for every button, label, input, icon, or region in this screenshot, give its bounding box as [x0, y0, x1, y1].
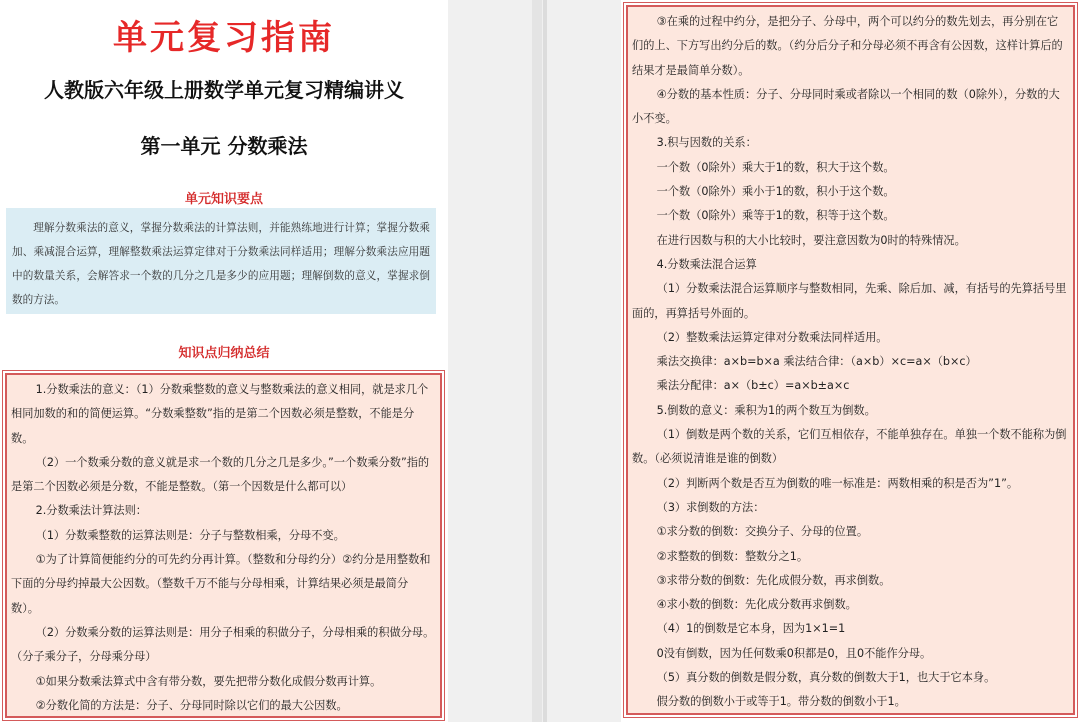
subtitle: 人教版六年级上册数学单元复习精编讲义	[44, 78, 404, 102]
paragraph: 一个数（0除外）乘大于1的数，积大于这个数。	[656, 160, 895, 174]
main-title: 单元复习指南	[113, 18, 335, 58]
paragraph: 乘法交换律：a×b=b×a 乘法结合律：（a×b）×c=a×（b×c）	[656, 355, 977, 369]
paragraph: （3）求倒数的方法：	[656, 500, 765, 514]
paragraph: 4.分数乘法混合运算	[656, 257, 757, 271]
paragraph: （5）真分数的倒数是假分数，真分数的倒数大于1，也大于它本身。	[656, 671, 996, 685]
document-page-right	[621, 0, 1080, 722]
paragraph: （1）倒数是两个数的关系，它们互相依存，不能单独存在。单独一个数不能称为倒数。（必须说清谁是谁的倒数）	[632, 428, 1067, 466]
page-gap	[532, 0, 542, 722]
paragraph: ④分数的基本性质：分子、分母同时乘或者除以一个相同的数（0除外），分数的大小不变。	[632, 87, 1060, 126]
paragraph: 0没有倒数，因为任何数乘0积都是0，且0不能作分母。	[656, 646, 932, 660]
section-heading-knowledge-points: 单元知识要点	[184, 192, 263, 207]
paragraph: ②求整数的倒数：整数分之1。	[656, 549, 809, 563]
paragraph: 假分数的倒数小于或等于1。带分数的倒数小于1。	[656, 695, 906, 709]
unit-title: 第一单元 分数乘法	[140, 134, 308, 158]
paragraph: （2）一个数乘分数的意义就是求一个数的几分之几是多少。”一个数乘分数”指的是第二个因数必须是分数，不能是整数。（第一个因数是什么都可以）	[11, 455, 430, 494]
summary-box-left	[5, 373, 442, 718]
knowledge-points-box: 理解分数乘法的意义，掌握分数乘法的计算法则，并能熟练地进行计算；掌握分数乘加、乘减混合运算，理解整数乘法运算定律对于分数乘法同样适用；理解分数乘法应用题中的数量关系，会解答求一个数的几分之几是多少的应用题；理解倒数的意义，掌握求倒数的方法。	[6, 208, 436, 314]
paragraph: ④求小数的倒数：先化成分数再求倒数。	[656, 598, 857, 612]
paragraph: 3.积与因数的关系：	[656, 136, 757, 150]
paragraph: （1）分数乘整数的运算法则是：分子与整数相乘，分母不变。	[35, 528, 345, 542]
paragraph: 在进行因数与积的大小比较时，要注意因数为0时的特殊情况。	[656, 233, 966, 247]
paragraph: （1）分数乘法混合运算顺序与整数相同，先乘、除后加、减，有括号的先算括号里面的，再算括号外面的。	[632, 282, 1067, 320]
paragraph: ①为了计算简便能约分的可先约分再计算。（整数和分母约分）②约分是用整数和下面的分母约掉最大公因数。（整数千万不能与分母相乘，计算结果必须是最简分数）。	[11, 553, 431, 615]
paragraph: 一个数（0除外）乘等于1的数，积等于这个数。	[656, 209, 895, 223]
paragraph: 一个数（0除外）乘小于1的数，积小于这个数。	[656, 185, 895, 199]
section-heading-summary: 知识点归纳总结	[178, 346, 270, 361]
paragraph: 乘法分配律：a×（b±c）=a×b±a×c	[656, 379, 850, 393]
paragraph: ①如果分数乘法算式中含有带分数，要先把带分数化成假分数再计算。	[35, 674, 382, 688]
scrollbar-track[interactable]	[543, 0, 547, 722]
paragraph: （2）整数乘法运算定律对分数乘法同样适用。	[656, 330, 888, 344]
paragraph: 2.分数乘法计算法则：	[35, 504, 147, 518]
paragraph: ③在乘的过程中约分，是把分子、分母中，两个可以约分的数先划去，再分别在它们的上、下方写出约分后的数。（约分后分子和分母必须不再含有公因数，这样计算后的结果才是最简单分数）。	[632, 15, 1063, 77]
paragraph: （2）分数乘分数的运算法则是：用分子相乘的积做分子，分母相乘的积做分母。（分子乘分子，分母乘分母）	[11, 625, 435, 664]
document-page-left	[0, 0, 448, 722]
paragraph: （2）判断两个数是否互为倒数的唯一标准是：两数相乘的积是否为”1”。	[656, 476, 1019, 490]
summary-box-right	[626, 5, 1075, 715]
paragraph: 1.分数乘法的意义：（1）分数乘整数的意义与整数乘法的意义相同，就是求几个相同加数的和的简便运算。“分数乘整数”指的是第二个因数必须是整数，不能是分数。	[11, 383, 429, 445]
paragraph: ①求分数的倒数：交换分子、分母的位置。	[656, 525, 869, 539]
paragraph: ②分数化简的方法是：分子、分母同时除以它们的最大公因数。	[35, 698, 348, 712]
right-paragraphs	[632, 10, 1069, 715]
paragraph: 5.倒数的意义：乘积为1的两个数互为倒数。	[656, 403, 876, 417]
paragraph: （4）1的倒数是它本身，因为1×1=1	[656, 622, 846, 636]
paragraph: ③求带分数的倒数：先化成假分数，再求倒数。	[656, 573, 891, 587]
